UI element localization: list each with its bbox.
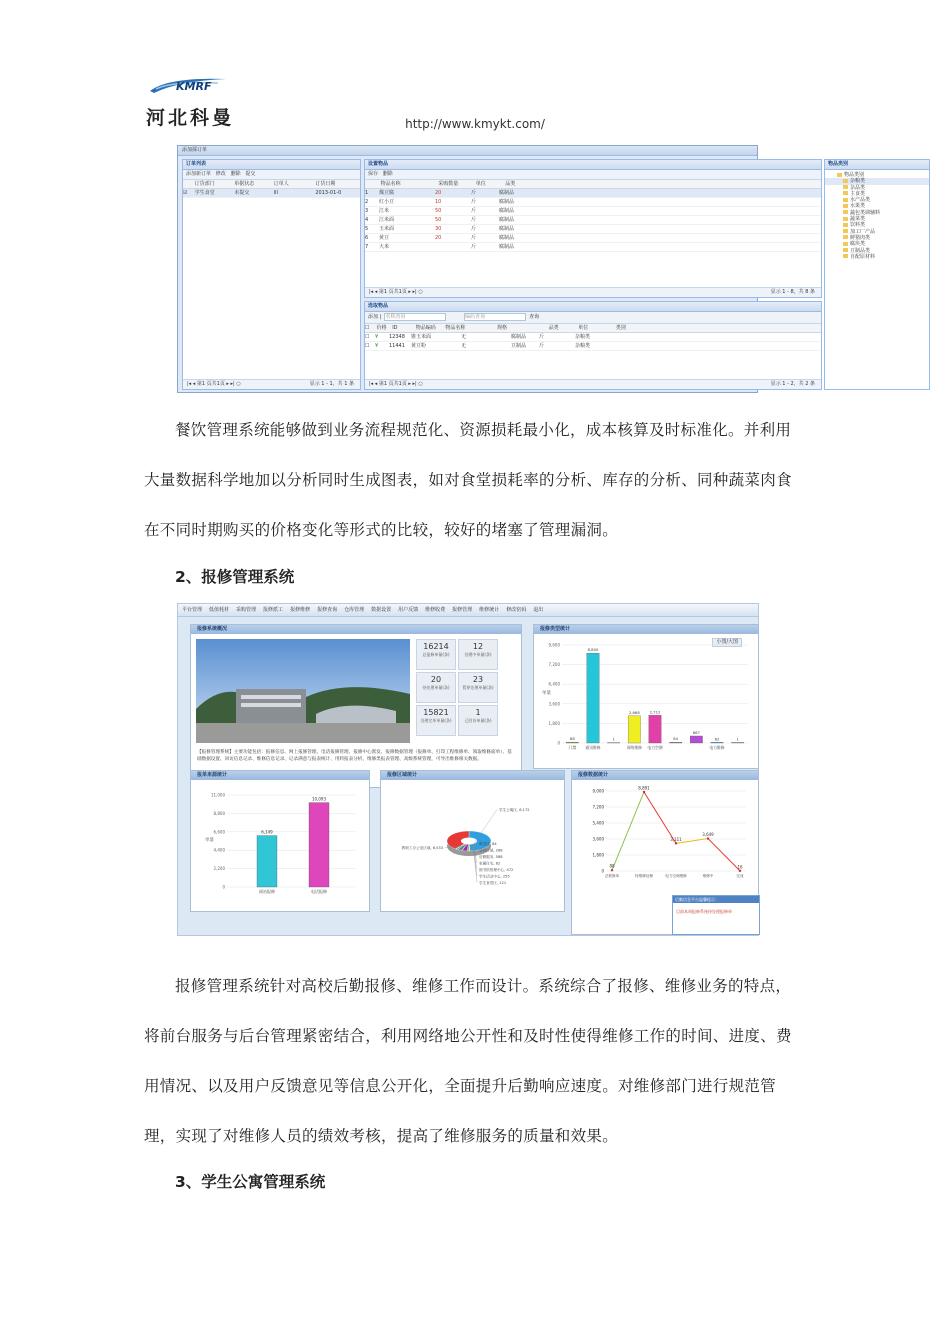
tree-item[interactable]: 蔬包类调辅料 bbox=[825, 210, 929, 216]
bar bbox=[587, 653, 599, 743]
y-tick-label: 1,800 bbox=[548, 720, 560, 726]
bar bbox=[257, 836, 277, 887]
section-heading-3: 3、学生公寓管理系统 bbox=[175, 1173, 326, 1191]
tree-item[interactable]: 鲜猪肉类 bbox=[825, 235, 929, 241]
x-tick-label: 电力空调维修 bbox=[665, 874, 687, 878]
pager[interactable]: |◂ ◂ 第1 页共1页 ▸ ▸| ○ 显示 1 - 1，共 1 条 bbox=[183, 379, 360, 389]
data-label: 1 bbox=[612, 736, 615, 742]
panel-title: 物品类别 bbox=[825, 160, 929, 170]
y-tick-label: 5,400 bbox=[592, 820, 604, 826]
overview-description: 【报修管理系统】主要功能包括：报修信息、网上报修管理、电话报修管理、报修中心派发、报修数据管理（报修单、打印工程维修单、领取维修面单）、基础数据设置、回访信息记录、维修信息记录、记录满意与报表统计、用料报表分析、维修类报表管理、高级系统管理，可导出维修相关数据。 bbox=[197, 750, 512, 762]
repair-type-chart-card bbox=[533, 624, 759, 769]
menu-item[interactable]: 低值耗材 bbox=[209, 607, 230, 613]
y-tick-label: 8,800 bbox=[213, 810, 225, 816]
tree-item[interactable]: 饮料类 bbox=[825, 222, 929, 228]
data-label: 6,149 bbox=[261, 829, 273, 835]
folder-icon bbox=[843, 204, 848, 208]
data-label: 2,668 bbox=[628, 709, 640, 715]
table-row[interactable]: 2 红小豆 10 斤 腐制品 bbox=[365, 198, 821, 207]
stat-value: 1 bbox=[475, 708, 481, 717]
line-segment bbox=[612, 792, 644, 870]
y-tick-label: 3,600 bbox=[592, 836, 604, 842]
pager[interactable]: |◂ ◂ 第1 页共1页 ▸ ▸| ○ 显示 1 - 2，共 2 条 bbox=[365, 379, 821, 389]
tree-item[interactable]: 水产品类 bbox=[825, 197, 929, 203]
x-tick-label: 总报修单 bbox=[604, 874, 620, 878]
donut-hole bbox=[461, 838, 477, 845]
stat-label: 处理中单量(条) bbox=[464, 652, 492, 657]
delete-button[interactable]: 删除 bbox=[230, 171, 241, 177]
data-label: 8,891 bbox=[638, 785, 650, 791]
logo-mark-text: KMRF bbox=[176, 80, 212, 93]
table-row[interactable]: 5 玉米面 30 斤 腐制品 bbox=[365, 225, 821, 234]
stat-label: 暂停处理单量(条) bbox=[462, 685, 494, 690]
y-axis-label: 单量 bbox=[542, 691, 551, 696]
y-tick-label: 6,600 bbox=[213, 829, 225, 835]
pager[interactable]: |◂ ◂ 第1 页共1页 ▸ ▸| ○ 显示 1 - 8，共 8 条 bbox=[365, 287, 821, 297]
tree-item[interactable]: 蔬菜类 bbox=[825, 216, 929, 222]
data-label: 2,712 bbox=[649, 709, 661, 715]
y-tick-label: 4,400 bbox=[213, 847, 225, 853]
card-title: 报修数据统计 bbox=[572, 771, 758, 780]
y-tick-label: 3,600 bbox=[548, 701, 560, 707]
data-label: 8,800 bbox=[587, 647, 599, 653]
stat-value: 16214 bbox=[423, 642, 449, 651]
slice-label: 后勤服务, 588 bbox=[479, 855, 503, 859]
stat-value: 23 bbox=[472, 675, 484, 684]
bar bbox=[731, 742, 743, 743]
menu-item[interactable]: 报修维修 bbox=[290, 607, 311, 613]
stat-label: 待处理单量(条) bbox=[422, 685, 450, 690]
items-panel bbox=[364, 159, 822, 298]
folder-icon bbox=[843, 210, 848, 214]
repair-type-bar-chart bbox=[534, 635, 758, 767]
panel-title: 订单列表 bbox=[183, 160, 360, 170]
tree-item[interactable]: 水果类 bbox=[825, 203, 929, 209]
card-title: 报修类型统计 bbox=[534, 625, 758, 634]
table-row[interactable]: ☐ ¥ 11441 黄豆粉 无 豆制品 斤 杂粮类 bbox=[365, 342, 821, 351]
y-tick-label: 7,200 bbox=[548, 662, 560, 668]
data-label: 16 bbox=[737, 864, 743, 870]
x-tick-label: 电力空调 bbox=[647, 745, 663, 750]
search-button[interactable]: 查询 bbox=[529, 314, 540, 320]
ordering-screenshot bbox=[177, 145, 881, 393]
menu-item[interactable]: 退出 bbox=[533, 607, 544, 613]
folder-icon bbox=[843, 248, 848, 252]
data-line-chart bbox=[572, 781, 758, 893]
x-tick-label: 待维修处理 bbox=[635, 874, 653, 878]
slice-label: 图书馆管理中心, 472 bbox=[479, 868, 514, 872]
folder-icon bbox=[843, 191, 848, 195]
folder-icon bbox=[843, 229, 848, 233]
data-label: 10,093 bbox=[312, 796, 326, 802]
panel-title: 设置物品 bbox=[365, 160, 821, 170]
stat-box bbox=[458, 672, 498, 703]
stat-label: 已回访单量(条) bbox=[464, 718, 492, 723]
line-segment bbox=[644, 792, 676, 843]
data-point bbox=[739, 870, 741, 872]
y-tick-label: 7,200 bbox=[592, 804, 604, 810]
slice-label: 学生活动中心, 255 bbox=[479, 874, 510, 879]
y-tick-label: 1,800 bbox=[592, 852, 604, 858]
data-point bbox=[707, 837, 709, 839]
add-order-button[interactable]: 添加新订单 bbox=[186, 171, 212, 177]
slice-label: 学生食堂区, 121 bbox=[479, 881, 507, 885]
slice-label: 教学区, 84 bbox=[479, 842, 497, 846]
name-search-input[interactable]: 名称查询 bbox=[384, 313, 446, 321]
y-tick-label: 2,200 bbox=[213, 866, 225, 872]
source-chart-card bbox=[190, 770, 370, 912]
area-pie-chart bbox=[381, 781, 564, 911]
folder-icon bbox=[843, 185, 848, 189]
window-titlebar bbox=[178, 146, 757, 156]
delete-button[interactable]: 删除 bbox=[382, 171, 393, 177]
stat-label: 处理完毕单量(条) bbox=[420, 718, 452, 723]
tree-item[interactable]: 腐块类 bbox=[825, 241, 929, 247]
y-tick-label: 0 bbox=[222, 884, 225, 890]
table-row[interactable]: 7 大米 斤 腐制品 bbox=[365, 243, 821, 252]
folder-icon bbox=[843, 235, 848, 239]
data-point bbox=[675, 842, 677, 844]
tree-item[interactable]: 杂粮类 bbox=[825, 178, 929, 184]
folder-icon bbox=[843, 217, 848, 221]
area-chart-card bbox=[380, 770, 565, 912]
x-tick-label: 通讯维修 bbox=[585, 745, 601, 750]
card-title: 报修系统概况 bbox=[191, 625, 521, 634]
logo-text: 河北科曼 bbox=[146, 107, 235, 129]
y-tick-label: 0 bbox=[601, 868, 604, 874]
data-label: 84 bbox=[673, 736, 679, 742]
table-header: 物品名称 采购数量 单位 品类 bbox=[365, 180, 821, 189]
folder-icon bbox=[843, 179, 848, 183]
notice-popup[interactable] bbox=[672, 895, 760, 935]
stat-box bbox=[416, 639, 456, 670]
y-tick-label: 11,000 bbox=[211, 792, 225, 798]
menu-item[interactable]: 维修收费 bbox=[425, 607, 446, 613]
slice-label: 家属住宅, 82 bbox=[479, 861, 501, 866]
slice-label: 教职工办公室区域, 6,533 bbox=[401, 846, 443, 850]
source-bar-chart bbox=[191, 781, 369, 911]
menu-item[interactable]: 报修管理 bbox=[452, 607, 473, 613]
bar bbox=[690, 736, 702, 743]
y-tick-label: 9,600 bbox=[548, 642, 560, 648]
x-tick-label: 网络维修 bbox=[626, 745, 642, 750]
order-list-panel bbox=[182, 159, 361, 390]
stat-box bbox=[416, 672, 456, 703]
logo-swoosh-icon bbox=[148, 73, 228, 95]
repair-dashboard-screenshot bbox=[177, 603, 759, 936]
table-header: 订货部门 单据状态 订单人 订货日期 bbox=[183, 180, 360, 189]
card-title: 报单来源统计 bbox=[191, 771, 369, 780]
x-tick-label: 门禁 bbox=[568, 745, 577, 750]
panel-title: 选取物品 bbox=[365, 302, 821, 312]
category-tree-panel bbox=[824, 159, 930, 390]
save-button[interactable]: 保存 bbox=[368, 171, 379, 177]
data-label: 88 bbox=[609, 863, 615, 869]
data-label: 1 bbox=[736, 736, 739, 742]
select-items-panel: 选取物品 添加 | 名称查询 编码查询 查询 ☐ 价格 ID 物品编码 物品名称 规格 品类 单位 类别 ☐ ¥ 12348 锥玉米面 无 腐制品 斤 杂粮类 ☐ ¥ 11441 黄豆粉 无 豆制品 斤 杂粮类 |◂ ◂ 第1 页共1页 ▸ ▸| ○ 显示 1 - 2，共 2 条 bbox=[364, 301, 822, 390]
menu-item[interactable]: 仓库管理 bbox=[344, 607, 365, 613]
stat-value: 20 bbox=[430, 675, 442, 684]
table-row[interactable]: ☐ ¥ 12348 锥玉米面 无 腐制品 斤 杂粮类 bbox=[365, 333, 821, 342]
overview-card bbox=[190, 624, 522, 788]
data-line-chart-card bbox=[571, 770, 759, 935]
menu-item[interactable]: 采购管理 bbox=[236, 607, 257, 613]
tree-item[interactable]: 主食类 bbox=[825, 191, 929, 197]
folder-icon bbox=[843, 223, 848, 227]
tree-item[interactable]: 物品类别 bbox=[825, 172, 929, 178]
y-tick-label: 9,000 bbox=[592, 788, 604, 794]
window-title: 添加採订单 bbox=[182, 147, 208, 153]
header-url[interactable]: http://www.kmykt.com/ bbox=[405, 117, 545, 131]
bar bbox=[649, 715, 661, 743]
table-row[interactable]: 1 煤豆腐 20 斤 腐制品 bbox=[365, 189, 821, 198]
bar bbox=[607, 742, 619, 743]
table-row[interactable]: 4 江米面 50 斤 腐制品 bbox=[365, 216, 821, 225]
bar bbox=[309, 803, 329, 887]
bar bbox=[628, 716, 640, 743]
bar bbox=[669, 742, 681, 743]
tree-item[interactable]: 自配原材料 bbox=[825, 254, 929, 260]
data-label: 62 bbox=[714, 736, 720, 742]
menu-item[interactable]: 平台管理 bbox=[182, 607, 203, 613]
data-label: 3,111 bbox=[670, 836, 682, 842]
tree-item[interactable]: 加工厂产品 bbox=[825, 229, 929, 235]
folder-icon bbox=[843, 198, 848, 202]
bar bbox=[566, 742, 578, 743]
data-point bbox=[643, 791, 645, 793]
order-toolbar bbox=[183, 170, 360, 180]
stat-box bbox=[416, 705, 456, 736]
chart-toggle-button[interactable]: 小图/大图 bbox=[712, 638, 742, 647]
data-label: 687 bbox=[692, 729, 700, 735]
menu-item[interactable]: 数据设置 bbox=[371, 607, 392, 613]
stat-label: 总报修单量(条) bbox=[422, 652, 450, 657]
edit-button[interactable]: 修改 bbox=[215, 171, 226, 177]
table-row[interactable]: ☑ 学生食堂 未提交 lll 2013-01-0 bbox=[183, 189, 360, 198]
y-axis-label: 单量 bbox=[205, 838, 214, 843]
menu-item[interactable]: 修改密码 bbox=[506, 607, 527, 613]
menu-item[interactable]: 用户反馈 bbox=[398, 607, 419, 613]
data-label: 3,649 bbox=[702, 832, 714, 838]
table-header: ☐ 价格 ID 物品编码 物品名称 规格 品类 单位 类别 bbox=[365, 324, 821, 333]
x-tick-label: 电力维修 bbox=[709, 745, 725, 750]
stat-value: 15821 bbox=[423, 708, 449, 717]
notice-title: 后勤信息平台温馨提示： bbox=[673, 896, 759, 903]
stat-value: 12 bbox=[472, 642, 484, 651]
slice-label: 公共区域, 268 bbox=[479, 848, 503, 853]
folder-icon bbox=[843, 254, 848, 258]
menu-item[interactable]: 报修派工 bbox=[263, 607, 284, 613]
paragraph-1: 餐饮管理系统能够做到业务流程规范化、资源损耗最小化，成本核算及时标准化。并利用大量数据科学地加以分析同时生成图表，如对食堂损耗率的分析、库存的分析、同种蔬菜肉食在不同时期购买的价格变化等形式的比较，较好的堵塞了管理漏洞。 bbox=[144, 421, 792, 539]
stat-box bbox=[458, 705, 498, 736]
y-tick-label: 0 bbox=[557, 740, 560, 746]
slice-label: 学生公寓区, 8,172 bbox=[499, 808, 530, 812]
menu-bar bbox=[178, 604, 758, 617]
menu-item[interactable]: 维修统计 bbox=[479, 607, 500, 613]
notice-text[interactable]: 目前本周报修系统待处理报修单 bbox=[676, 909, 732, 914]
y-tick-label: 6,400 bbox=[548, 681, 560, 687]
submit-button[interactable]: 提交 bbox=[245, 171, 256, 177]
code-search-input[interactable]: 编码查询 bbox=[464, 313, 526, 321]
folder-icon bbox=[837, 173, 842, 177]
tree-item[interactable]: 杂品类 bbox=[825, 185, 929, 191]
x-tick-label: 完成 bbox=[736, 874, 744, 878]
add-button[interactable]: 添加 bbox=[368, 314, 379, 320]
tree-item[interactable]: 豆制品类 bbox=[825, 248, 929, 254]
folder-icon bbox=[843, 242, 848, 246]
x-tick-label: 维修中 bbox=[702, 874, 714, 878]
data-label: 88 bbox=[569, 736, 575, 742]
stat-box bbox=[458, 639, 498, 670]
table-row[interactable]: 6 黄豆 20 斤 腐制品 bbox=[365, 234, 821, 243]
x-tick-label: 电话报修 bbox=[311, 889, 327, 894]
paragraph-2: 报修管理系统针对高校后勤报修、维修工作而设计。系统综合了报修、维修业务的特点，将前台服务与后台管理紧密结合，利用网络地公开性和及时性使得维修工作的时间、进度、费用情况、以及用户反馈意见等信息公开化，全面提升后勤响应速度。对维修部门进行规范管理，实现了对维修人员的绩效考核，提高了维修服务的质量和效果。 bbox=[144, 977, 792, 1145]
table-row[interactable]: 3 江米 50 斤 腐制品 bbox=[365, 207, 821, 216]
campus-photo bbox=[196, 639, 410, 743]
section-heading-2: 2、报修管理系统 bbox=[175, 568, 295, 586]
card-title: 报修区域统计 bbox=[381, 771, 564, 780]
menu-item[interactable]: 报修查询 bbox=[317, 607, 338, 613]
bar bbox=[711, 742, 723, 743]
x-tick-label: 网站报修 bbox=[259, 889, 275, 894]
line-segment bbox=[708, 839, 740, 871]
data-point bbox=[611, 869, 613, 871]
